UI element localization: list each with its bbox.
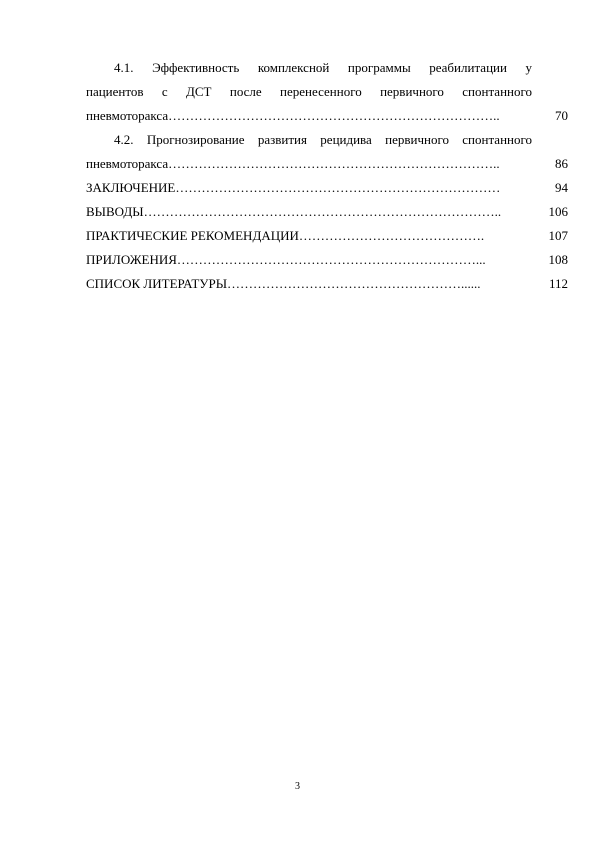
toc-page-number: 106 — [548, 204, 568, 219]
toc-entry-4-1-line-2 — [86, 80, 568, 104]
toc-entry-recommendations — [86, 224, 568, 248]
toc-entry-text: ПРАКТИЧЕСКИЕ РЕКОМЕНДАЦИИ……………………………………. — [86, 228, 485, 243]
toc-page-number: 94 — [555, 180, 568, 195]
page-number: 3 — [295, 781, 300, 792]
toc-entry-text: пациентов с ДСТ после перенесенного первичного спонтанного — [86, 84, 532, 99]
toc-entry-text: 4.2. Прогнозирование развития рецидива первичного спонтанного — [114, 132, 532, 147]
toc-entry-4-1-line-3 — [86, 104, 568, 128]
toc-entry-findings — [86, 200, 568, 224]
toc-entry-4-2-line-1 — [86, 128, 568, 152]
toc-entry-text: ПРИЛОЖЕНИЯ……………………………………………………………... — [86, 252, 486, 267]
table-of-contents — [86, 56, 568, 296]
toc-entry-text: ВЫВОДЫ……………………………………………………………………….. — [86, 204, 502, 219]
toc-page-number: 108 — [548, 252, 568, 267]
toc-entry-4-1-line-1 — [86, 56, 568, 80]
toc-page-number: 107 — [548, 228, 568, 243]
toc-entry-text: ЗАКЛЮЧЕНИЕ………………………………………………………………… — [86, 180, 501, 195]
toc-entry-text: СПИСОК ЛИТЕРАТУРЫ………………………………………………...... — [86, 276, 481, 291]
toc-page-number: 86 — [555, 156, 568, 171]
toc-entry-text: 4.1. Эффективность комплексной программы реабилитации у — [114, 60, 532, 75]
toc-page-number: 70 — [555, 108, 568, 123]
toc-entry-text: пневмоторакса………………………………………………………………….. — [86, 108, 500, 123]
toc-entry-references — [86, 272, 568, 296]
toc-entry-appendices — [86, 248, 568, 272]
toc-entry-text: пневмоторакса………………………………………………………………….. — [86, 156, 500, 171]
toc-entry-4-2-line-2 — [86, 152, 568, 176]
toc-entry-conclusion — [86, 176, 568, 200]
toc-page-number: 112 — [548, 276, 568, 291]
